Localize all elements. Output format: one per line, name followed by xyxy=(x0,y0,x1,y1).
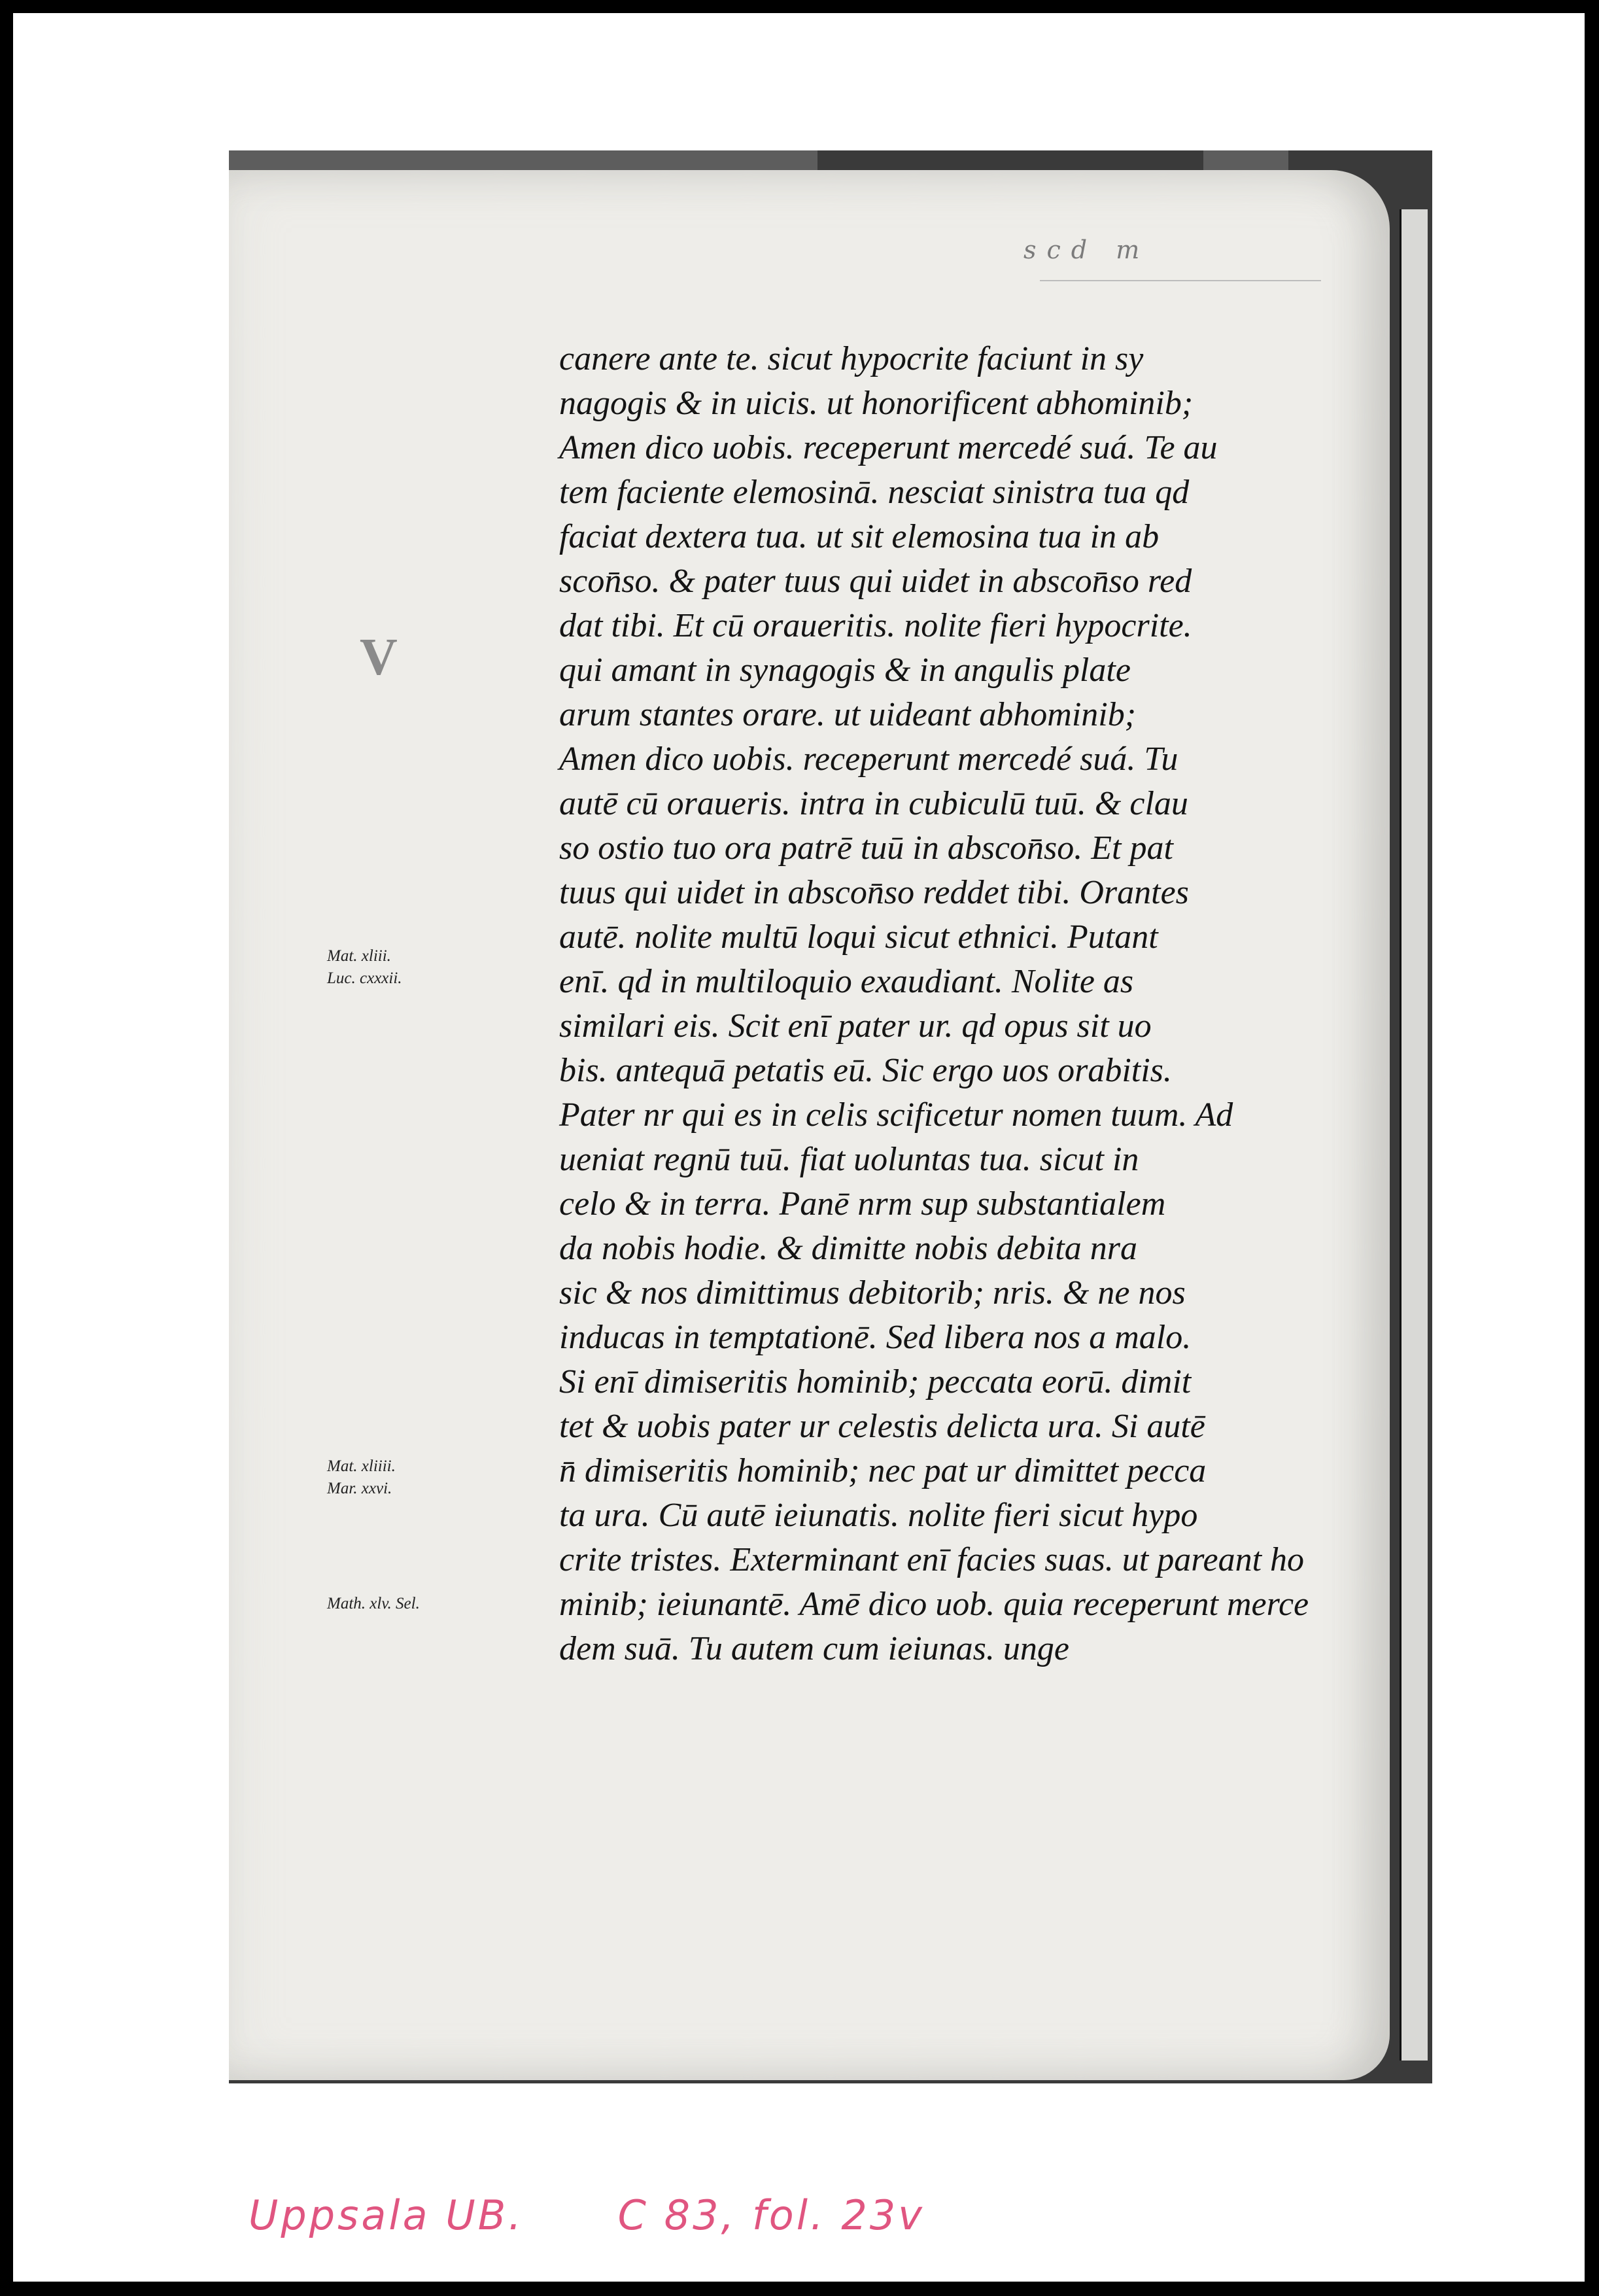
photo-shadow xyxy=(1203,150,1288,173)
text-line: nagogis & in uicis. ut honorificent abhominib; xyxy=(559,385,1194,422)
text-line: inducas in temptationē. Sed libera nos a malo. xyxy=(559,1319,1192,1356)
photo-shadow xyxy=(229,150,817,173)
marginal-note-line: Math. xlv. Sel. xyxy=(327,1595,420,1612)
text-line: bis. antequā petatis eū. Sic ergo uos orabitis. xyxy=(559,1052,1172,1089)
text-line: scon̄so. & pater tuus qui uidet in abscon̄so red xyxy=(559,563,1192,600)
text-line: n̄ dimiseritis hominib; nec pat ur dimittet pecca xyxy=(559,1452,1207,1489)
shelfmark-label: C 83, fol. 23v xyxy=(617,2191,925,2239)
text-line: autē cū oraueris. intra in cubiculū tuū. & clau xyxy=(559,785,1188,822)
handwritten-annotation xyxy=(249,2191,1003,2239)
text-line: Si enī dimiseritis hominib; peccata eorū. dimit xyxy=(559,1363,1192,1400)
text-line: Amen dico uobis. receperunt mercedé suá. Tu xyxy=(559,740,1178,778)
text-line: Pater nr qui es in celis scificetur nomen tuum. Ad xyxy=(559,1096,1233,1134)
text-line: ueniat regnū tuū. fiat uoluntas tua. sicut in xyxy=(559,1141,1139,1178)
marginal-note xyxy=(327,945,402,990)
manuscript-text xyxy=(559,337,1331,1671)
text-line: autē. nolite multū loqui sicut ethnici. Putant xyxy=(559,918,1158,956)
marginal-note xyxy=(327,1593,420,1615)
text-line: qui amant in synagogis & in angulis plate xyxy=(559,652,1131,689)
marginal-note xyxy=(327,1455,396,1500)
text-line: canere ante te. sicut hypocrite faciunt in sy xyxy=(559,340,1144,377)
ruling-line xyxy=(1040,280,1321,281)
text-line: minib; ieiunantē. Amē dico uob. quia receperunt merce xyxy=(559,1586,1309,1623)
text-line: tuus qui uidet in abscon̄so reddet tibi. Orantes xyxy=(559,874,1189,911)
text-line: tem faciente elemosinā. nesciat sinistra tua qd xyxy=(559,474,1190,511)
text-line: tet & uobis pater ur celestis delicta ura. Si autē xyxy=(559,1408,1205,1445)
text-line: arum stantes orare. ut uideant abhominib; xyxy=(559,696,1137,733)
marginal-note-line: Mat. xliii. xyxy=(327,947,391,965)
text-line: sic & nos dimittimus debitorib; nris. & ne nos xyxy=(559,1274,1186,1312)
text-line: da nobis hodie. & dimitte nobis debita nra xyxy=(559,1230,1137,1267)
library-label: Uppsala UB. xyxy=(249,2191,524,2239)
text-line: so ostio tuo ora patrē tuū in abscon̄so. Et pat xyxy=(559,829,1173,867)
text-line: Amen dico uobis. receperunt mercedé suá. Te au xyxy=(559,429,1218,466)
manuscript-page xyxy=(229,170,1390,2080)
page-edge xyxy=(1400,209,1428,2061)
manuscript-photograph xyxy=(229,150,1432,2083)
photo-mount xyxy=(13,13,1585,2282)
running-head: scd m xyxy=(1023,235,1150,264)
marginal-note-line: Mar. xxvi. xyxy=(327,1480,392,1497)
text-line: ta ura. Cū autē ieiunatis. nolite fieri sicut hypo xyxy=(559,1497,1198,1534)
text-line: celo & in terra. Panē nrm sup substantialem xyxy=(559,1185,1166,1223)
text-line: dat tibi. Et cū oraueritis. nolite fieri hypocrite. xyxy=(559,607,1192,644)
text-line: faciat dextera tua. ut sit elemosina tua in ab xyxy=(559,518,1160,555)
text-line: enī. qd in multiloquio exaudiant. Nolite as xyxy=(559,963,1134,1000)
text-line: similari eis. Scit enī pater ur. qd opus sit uo xyxy=(559,1007,1152,1045)
text-line: crite tristes. Exterminant enī facies suas. ut pareant ho xyxy=(559,1541,1305,1578)
initial-letter: V xyxy=(360,629,398,686)
text-line: dem suā. Tu autem cum ieiunas. unge xyxy=(559,1630,1069,1667)
marginal-note-line: Luc. cxxxii. xyxy=(327,969,402,987)
marginal-note-line: Mat. xliiii. xyxy=(327,1457,396,1475)
